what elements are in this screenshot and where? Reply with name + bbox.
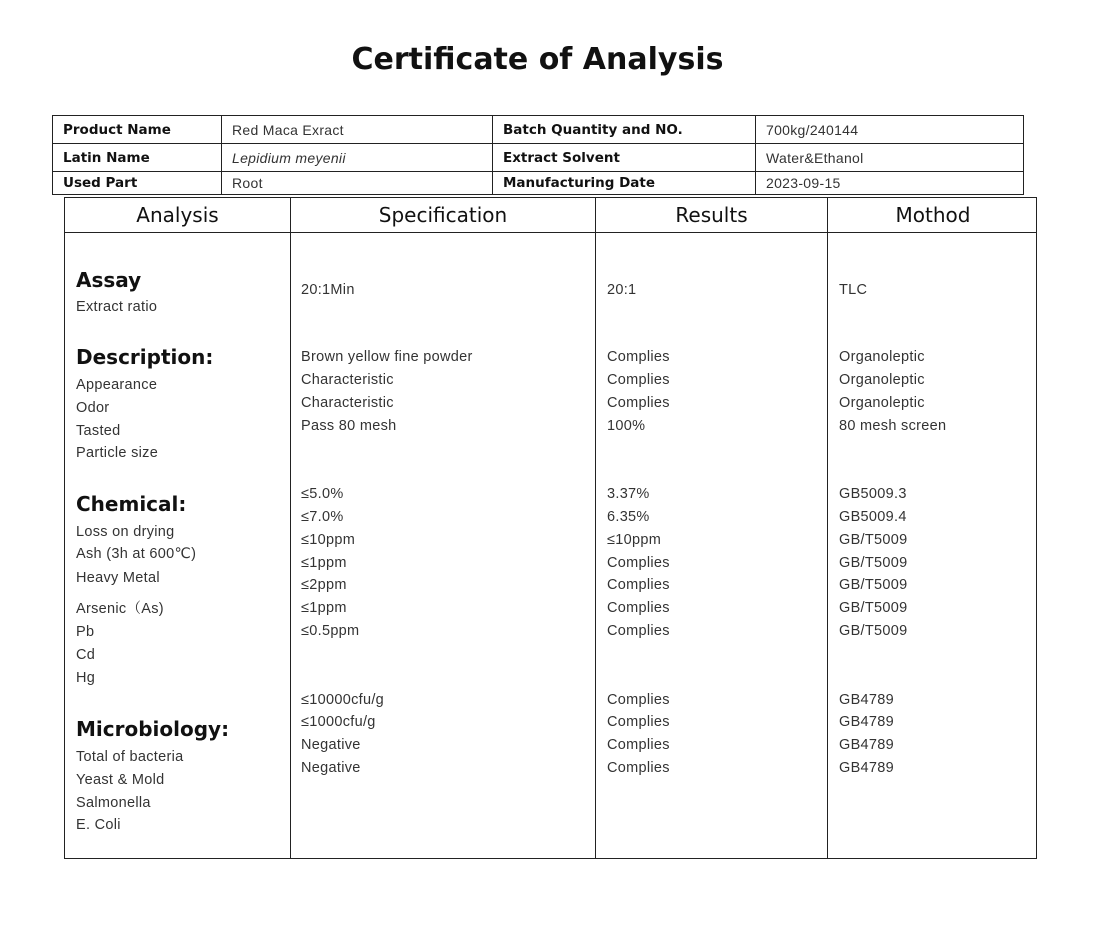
method-value: GB/T5009 — [839, 623, 908, 639]
latin-name-value: Lepidium meyenii — [222, 144, 493, 172]
result-value: Complies — [607, 600, 670, 616]
item-pb: Pb — [76, 624, 95, 640]
spec-value: ≤2ppm — [301, 577, 347, 593]
method-value: GB4789 — [839, 714, 895, 730]
method-value: GB/T5009 — [839, 577, 908, 593]
item-tasted: Tasted — [76, 423, 121, 439]
spec-value: ≤1000cfu/g — [301, 714, 376, 730]
used-part-value: Root — [222, 172, 493, 195]
extract-solvent-label: Extract Solvent — [493, 144, 756, 172]
method-value: Organoleptic — [839, 395, 925, 411]
result-value: Complies — [607, 349, 670, 365]
result-value: Complies — [607, 395, 670, 411]
column-divider — [290, 198, 291, 858]
column-divider — [827, 198, 828, 858]
item-particle-size: Particle size — [76, 445, 159, 461]
method-value: GB4789 — [839, 760, 895, 776]
manufacturing-date-label: Manufacturing Date — [493, 172, 756, 195]
section-chemical: Chemical: — [76, 492, 187, 516]
header-specification: Specification — [378, 203, 508, 227]
spec-value: Characteristic — [301, 372, 394, 388]
product-name-label: Product Name — [53, 116, 222, 144]
result-value: ≤10ppm — [607, 532, 662, 548]
method-value: GB/T5009 — [839, 555, 908, 571]
section-description: Description: — [76, 345, 214, 369]
info-row — [53, 144, 1024, 172]
method-value: GB4789 — [839, 692, 895, 708]
result-value: Complies — [607, 577, 670, 593]
info-row — [53, 116, 1024, 144]
spec-value: ≤1ppm — [301, 600, 347, 616]
result-value: Complies — [607, 692, 670, 708]
item-ash: Ash (3h at 600℃) — [76, 546, 197, 562]
method-value: TLC — [839, 282, 868, 298]
item-loss-on-drying: Loss on drying — [76, 524, 175, 540]
header-divider — [65, 232, 1036, 233]
batch-value: 700kg/240144 — [756, 116, 1024, 144]
method-value: GB/T5009 — [839, 600, 908, 616]
result-value: Complies — [607, 760, 670, 776]
result-value: 100% — [607, 418, 646, 434]
result-value: 20:1 — [607, 282, 637, 298]
manufacturing-date-value: 2023-09-15 — [756, 172, 1024, 195]
spec-value: ≤0.5ppm — [301, 623, 360, 639]
spec-value: ≤10ppm — [301, 532, 356, 548]
spec-value: ≤5.0% — [301, 486, 344, 502]
result-value: Complies — [607, 623, 670, 639]
item-yeast-mold: Yeast & Mold — [76, 772, 165, 788]
header-results: Results — [675, 203, 748, 227]
spec-value: Brown yellow fine powder — [301, 349, 473, 365]
item-extract-ratio: Extract ratio — [76, 299, 158, 315]
item-e-coli: E. Coli — [76, 817, 121, 833]
spec-value: Negative — [301, 737, 361, 753]
batch-label: Batch Quantity and NO. — [493, 116, 756, 144]
header-method: Mothod — [895, 203, 971, 227]
spec-value: Characteristic — [301, 395, 394, 411]
method-value: GB4789 — [839, 737, 895, 753]
info-row — [53, 172, 1024, 195]
result-value: Complies — [607, 555, 670, 571]
document-title: Certificate of Analysis — [351, 42, 724, 77]
item-arsenic: Arsenic（As) — [76, 601, 164, 617]
latin-name-label: Latin Name — [53, 144, 222, 172]
item-appearance: Appearance — [76, 377, 158, 393]
used-part-label: Used Part — [53, 172, 222, 195]
item-salmonella: Salmonella — [76, 795, 151, 811]
extract-solvent-value: Water&Ethanol — [756, 144, 1024, 172]
result-value: Complies — [607, 714, 670, 730]
method-value: GB5009.3 — [839, 486, 907, 502]
header-analysis: Analysis — [136, 203, 219, 227]
item-heavy-metal: Heavy Metal — [76, 570, 160, 586]
spec-value: Pass 80 mesh — [301, 418, 397, 434]
method-value: 80 mesh screen — [839, 418, 947, 434]
result-value: Complies — [607, 737, 670, 753]
column-divider — [595, 198, 596, 858]
method-value: GB5009.4 — [839, 509, 907, 525]
item-hg: Hg — [76, 670, 96, 686]
result-value: 3.37% — [607, 486, 650, 502]
product-name-value: Red Maca Exract — [222, 116, 493, 144]
method-value: Organoleptic — [839, 349, 925, 365]
result-value: 6.35% — [607, 509, 650, 525]
item-cd: Cd — [76, 647, 96, 663]
method-value: GB/T5009 — [839, 532, 908, 548]
analysis-table — [64, 197, 1037, 859]
section-microbiology: Microbiology: — [76, 717, 230, 741]
item-odor: Odor — [76, 400, 110, 416]
spec-value: ≤1ppm — [301, 555, 347, 571]
method-value: Organoleptic — [839, 372, 925, 388]
spec-value: ≤10000cfu/g — [301, 692, 385, 708]
spec-value: 20:1Min — [301, 282, 355, 298]
result-value: Complies — [607, 372, 670, 388]
item-total-bacteria: Total of bacteria — [76, 749, 184, 765]
spec-value: Negative — [301, 760, 361, 776]
product-info-table — [52, 115, 1024, 195]
spec-value: ≤7.0% — [301, 509, 344, 525]
section-assay: Assay — [76, 268, 142, 292]
